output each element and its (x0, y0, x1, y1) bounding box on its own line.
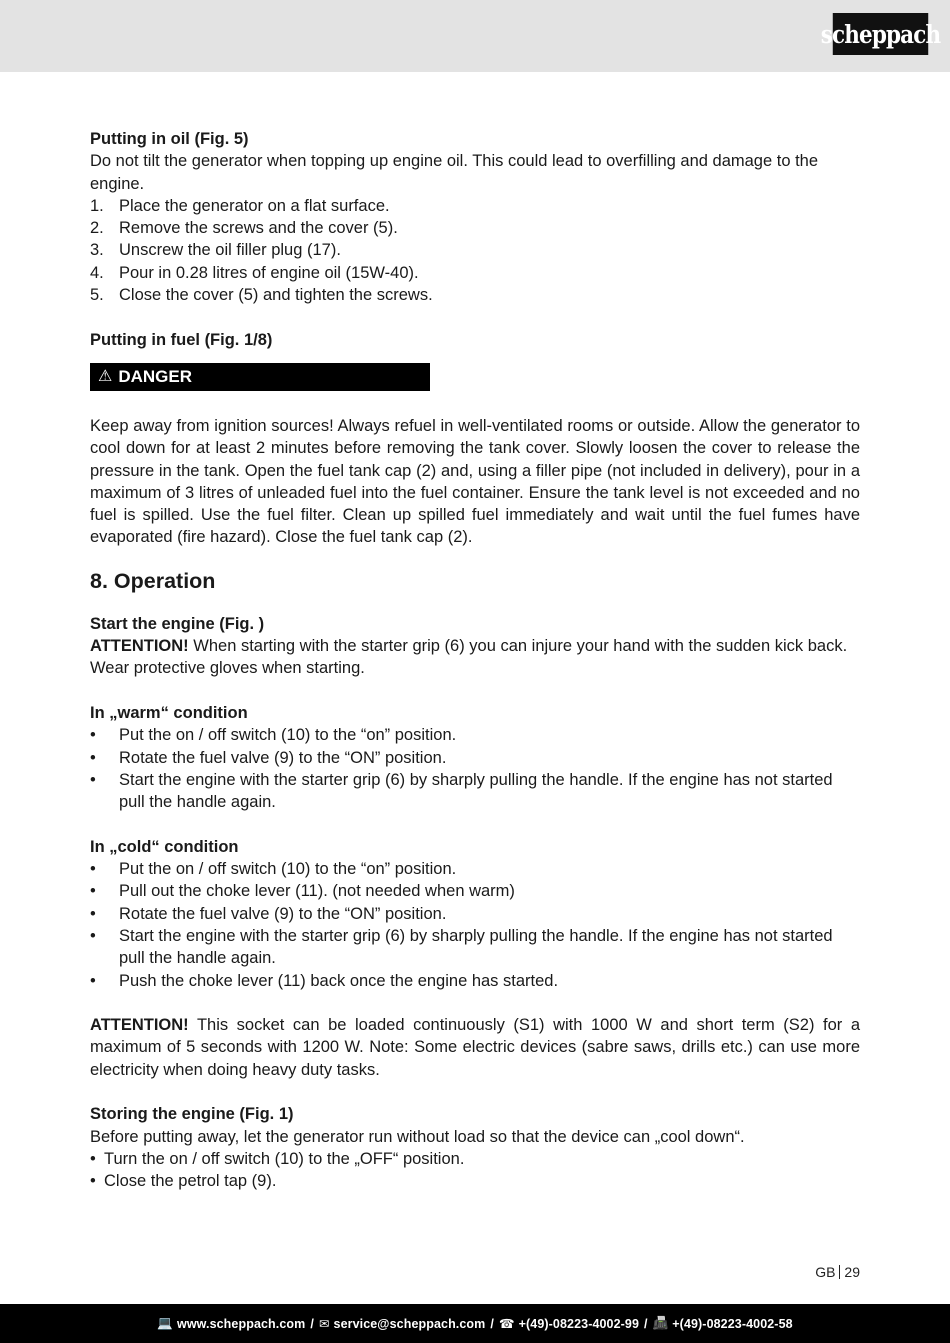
bullet-icon: • (90, 882, 96, 901)
fuel-heading: Putting in fuel (Fig. 1/8) (90, 330, 273, 349)
list-item (90, 747, 860, 769)
list-item-text: Place the generator on a flat surface. (119, 196, 390, 215)
list-item-text: Unscrew the oil filler plug (17). (119, 241, 341, 260)
list-item (90, 925, 860, 970)
storing-list (90, 1148, 860, 1193)
danger-label: DANGER (118, 366, 193, 386)
bullet-icon: • (90, 926, 96, 945)
fuel-text: Keep away from ignition sources! Always refuel in well-ventilated rooms or outside. Allow the generator to cool down for at least 2 minutes before removing the tank cover. Slowly loosen the cover to release the pressure in the tank. Open the fuel tank cap (2) and, using a filler pipe (not included in delivery), pour in a maximum of 3 litres of unleaded fuel into the fuel container. Ensure the tank level is not exceeded and no fuel is spilled. Use the fuel filter. Clean up spilled fuel immediately and wait until the fuel fumes have evaporated (fire hazard). Close the fuel tank cap (2). (90, 416, 860, 547)
attention-paragraph (90, 635, 860, 657)
email-icon: ✉ (318, 1317, 330, 1331)
list-item (90, 970, 860, 992)
list-item-number: 3. (90, 241, 104, 260)
list-item-text: Pull out the choke lever (11). (not needed when warm) (119, 882, 515, 901)
gloves-text: Wear protective gloves when starting. (90, 659, 365, 678)
list-item-number: 1. (90, 196, 104, 215)
brand-logo: scheppach (833, 13, 928, 55)
cold-list (90, 858, 860, 992)
bullet-icon: • (90, 726, 96, 745)
footer-website[interactable]: www.scheppach.com (177, 1316, 306, 1331)
list-item-text: Turn the on / off switch (10) to the „OFF“ position. (104, 1149, 465, 1168)
list-item (90, 903, 860, 925)
list-item (90, 239, 860, 261)
list-item-text: Close the cover (5) and tighten the screws. (119, 286, 433, 305)
list-item (90, 769, 860, 814)
page-content (90, 128, 860, 1192)
bullet-icon: • (90, 904, 96, 923)
bullet-icon: • (90, 860, 96, 879)
list-item-text: Start the engine with the starter grip (6) by sharply pulling the handle. If the engine has not started pull the handle again. (119, 770, 833, 812)
header-band (0, 0, 950, 72)
list-item-text: Push the choke lever (11) back once the engine has started. (119, 971, 559, 990)
list-item-number: 4. (90, 263, 104, 282)
cold-heading: In „cold“ condition (90, 837, 239, 856)
page-number (815, 1264, 860, 1280)
footer-phone: +(49)-08223-4002-99 (518, 1316, 640, 1331)
storing-heading: Storing the engine (Fig. 1) (90, 1105, 294, 1124)
oil-intro: Do not tilt the generator when topping up engine oil. This could lead to overfilling and damage to the engine. (90, 152, 819, 193)
bullet-icon: • (90, 971, 96, 990)
phone-icon: ☎ (498, 1317, 515, 1331)
bullet-icon: • (90, 748, 96, 767)
attention2-text: This socket can be loaded continuously (S1) with 1000 W and short term (S2) for a maximum of 5 seconds with 1200 W. Note: Some electric devices (sabre saws, drills etc.) can use more electricity when doing heavy duty tasks. (90, 1016, 860, 1079)
danger-banner (90, 363, 430, 391)
storing-intro: Before putting away, let the generator run without load so that the device can „cool down“. (90, 1127, 745, 1146)
bullet-icon: • (90, 770, 96, 789)
attention-label: ATTENTION! (90, 637, 189, 656)
list-item (90, 217, 860, 239)
list-item-text: Rotate the fuel valve (9) to the “ON” position. (119, 904, 447, 923)
list-item-number: 2. (90, 219, 104, 238)
list-item (90, 1170, 860, 1192)
list-item (90, 880, 860, 902)
footer-bar: 💻 www.scheppach.com / ✉ service@scheppach.com / ☎ +(49)-08223-4002-99 / 📠 +(49)-08223-4002-58 (0, 1304, 950, 1343)
attention2-paragraph (90, 1014, 860, 1081)
list-item (90, 724, 860, 746)
section-title-operation: 8. Operation (90, 568, 216, 593)
list-item-text: Put the on / off switch (10) to the “on” position. (119, 726, 457, 745)
list-item (90, 262, 860, 284)
list-item (90, 858, 860, 880)
list-item (90, 284, 860, 306)
warning-triangle-icon: ⚠ (98, 367, 113, 385)
list-item-text: Start the engine with the starter grip (6) by sharply pulling the handle. If the engine has not started pull the handle again. (119, 926, 833, 968)
attention-text: When starting with the starter grip (6) you can injure your hand with the sudden kick back. (188, 637, 848, 656)
attention2-label: ATTENTION! (90, 1016, 189, 1035)
list-item-text: Close the petrol tap (9). (104, 1172, 277, 1191)
oil-steps-list (90, 195, 860, 306)
fax-icon: 📠 (652, 1316, 669, 1330)
warm-heading: In „warm“ condition (90, 703, 248, 722)
warm-list (90, 724, 860, 813)
page-lang: GB (815, 1264, 836, 1280)
start-heading: Start the engine (Fig. ) (90, 614, 265, 633)
list-item (90, 195, 860, 217)
bullet-icon: • (90, 1172, 96, 1191)
list-item-text: Remove the screws and the cover (5). (119, 219, 398, 238)
page-num: 29 (844, 1264, 860, 1280)
computer-icon: 💻 (157, 1316, 173, 1330)
list-item-text: Pour in 0.28 litres of engine oil (15W-40). (119, 263, 419, 282)
oil-heading: Putting in oil (Fig. 5) (90, 130, 249, 148)
list-item-text: Rotate the fuel valve (9) to the “ON” position. (119, 748, 447, 767)
footer-fax: +(49)-08223-4002-58 (672, 1316, 793, 1331)
list-item-number: 5. (90, 286, 104, 305)
footer-email[interactable]: service@scheppach.com (333, 1316, 486, 1331)
list-item (90, 1148, 860, 1170)
list-item-text: Put the on / off switch (10) to the “on” position. (119, 860, 457, 879)
bullet-icon: • (90, 1149, 96, 1168)
